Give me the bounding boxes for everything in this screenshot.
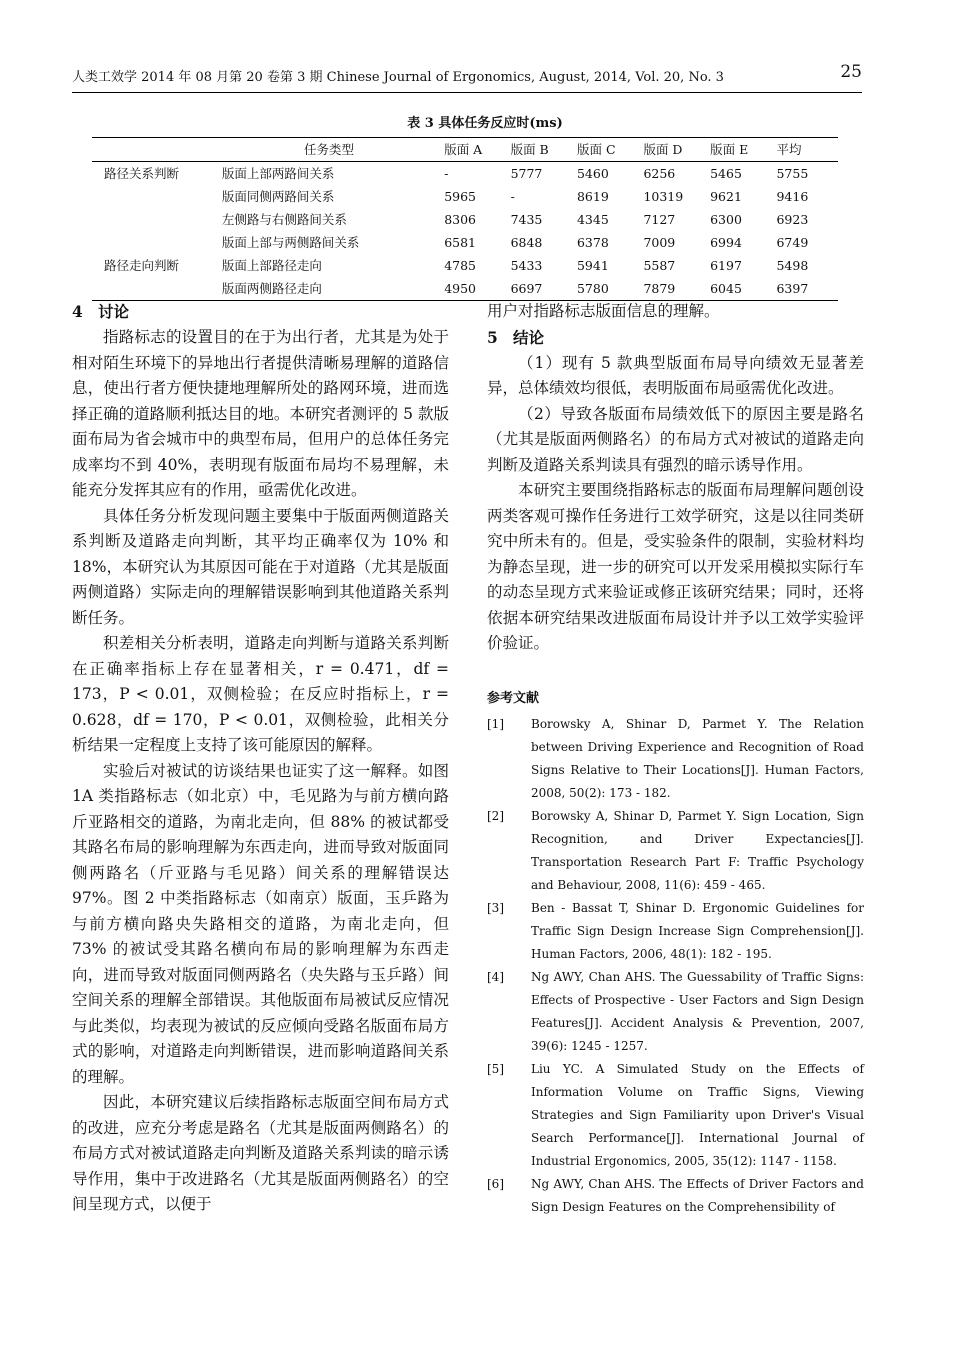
section-heading-discussion <box>72 299 449 325</box>
reaction-time-table <box>92 137 838 301</box>
value-cell: 5780 <box>573 277 639 301</box>
paragraph: 实验后对被试的访谈结果也证实了这一解释。如图 1A 类指路标志（如北京）中，毛见路为与前方横向路斤亚路相交的道路，为南北走向，但 88% 的被试都受其路名布局的影响理解为东西走向，进而导致对版面同侧两路名（斤亚路与毛见路）间关系的理解错误达 97%。图 2 中类指路标志（如南京）版面，玉乒路为与前方横向路央失路相交的道路，为南北走向，但 73% 的被试受其路名横向布局的影响理解为东西走向，进而导致对版面同侧两路名（央失路与玉乒路）间空间关系的理解全部错误。其他版面布局被试反应情况与此类似，均表现为被试的反应倾向受路名版面布局方式的影响，对道路走向判断错误，进而影响道路间关系的理解。 <box>72 761 449 1086</box>
table-header-cell: 任务类型 <box>218 138 440 162</box>
paragraph: 积差相关分析表明，道路走向判断与道路关系判断在正确率指标上存在显著相关，r = 0.471，df = 173，P < 0.01，双侧检验；在反应时指标上，r = 0.628，df = 170，P < 0.01，双侧检验，此相关分析结果一定程度上支持了该可能原因的解释。 <box>72 634 449 754</box>
reference-text: Borowsky A, Shinar D, Parmet Y. The Relation between Driving Experience and Recognition of Road Signs Relative to Their Locations[J]. Human Factors, 2008, 50(2): 173 - 182. <box>531 716 864 800</box>
table-header-cell <box>92 138 218 162</box>
value-cell: 5587 <box>643 258 676 273</box>
reference-item <box>487 1058 864 1173</box>
task-category-cell <box>92 185 218 208</box>
task-category-cell <box>92 277 218 301</box>
value-cell: 8619 <box>576 189 609 204</box>
header-rule <box>72 92 862 93</box>
value-cell: 6045 <box>706 277 772 301</box>
value-cell: 7879 <box>639 277 706 301</box>
value-cell: 5433 <box>510 258 543 273</box>
value-cell: 6697 <box>507 277 573 301</box>
value-cell: 7435 <box>510 212 543 227</box>
reference-text: Borowsky A, Shinar D, Parmet Y. Sign Location, Sign Recognition, and Driver Expectancies[J]. Transportation Research Part F: Traffic Psychology and Behaviour, 2008, 11(6): 459 - 465. <box>531 808 864 892</box>
reference-item <box>487 805 864 897</box>
paragraph-continuation: 用户对指路标志版面信息的理解。 <box>487 302 720 320</box>
section-number: 4 <box>72 302 83 321</box>
task-category-cell: 路径走向判断 <box>104 258 180 273</box>
table-caption: 表 3 具体任务反应时(ms) <box>407 116 563 131</box>
task-type-cell: 版面上部路径走向 <box>221 258 322 273</box>
value-cell: 6581 <box>444 235 477 250</box>
reference-text: Ng AWY, Chan AHS. The Effects of Driver Factors and Sign Design Features on the Comprehensibility of <box>531 1176 864 1214</box>
table-row <box>92 208 838 231</box>
task-type-cell: 左侧路与右侧路间关系 <box>221 212 347 227</box>
table-row <box>92 185 838 208</box>
reference-item <box>487 713 864 805</box>
page-number: 25 <box>840 62 862 82</box>
reference-text: Ben - Bassat T, Shinar D. Ergonomic Guidelines for Traffic Sign Design Increase Sign Comprehension[J]. Human Factors, 2006, 48(1): 182 - 195. <box>531 900 864 961</box>
reference-text: Ng AWY, Chan AHS. The Guessability of Traffic Signs: Effects of Prospective - User Factors and Sign Design Features[J]. Accident Analysis & Prevention, 2007, 39(6): 1245 - 1257. <box>531 969 864 1053</box>
value-cell: 6378 <box>576 235 609 250</box>
reference-number: [6] <box>487 1176 504 1191</box>
table-row <box>92 254 838 277</box>
table-row <box>92 231 838 254</box>
value-cell: 6848 <box>510 235 543 250</box>
reference-number: [2] <box>487 808 504 823</box>
task-type-cell: 版面上部两路间关系 <box>221 166 335 181</box>
paragraph: （1）现有 5 款典型版面布局导向绩效无显著差异，总体绩效均很低，表明版面布局亟需优化改进。 <box>487 353 864 397</box>
task-type-cell: 版面同侧两路间关系 <box>221 189 335 204</box>
value-cell: 5965 <box>444 189 477 204</box>
paragraph: 指路标志的设置目的在于为出行者，尤其是为处于相对陌生环境下的异地出行者提供清晰易理解的道路信息，使出行者方便快捷地理解所处的路网环境，进而选择正确的道路顺利抵达目的地。本研究者测评的 5 款版面布局为省会城市中的典型布局，但用户的总体任务完成率均不到 40%，表明现有版面布局均不易理解，未能充分发挥其应有的作用，亟需优化改进。 <box>72 328 449 499</box>
value-cell: 8306 <box>444 212 477 227</box>
value-cell: 5460 <box>576 166 609 181</box>
table-header-cell: 版面 C <box>573 138 639 162</box>
table-header-row <box>92 138 838 162</box>
left-column <box>72 299 449 1218</box>
value-cell: 6749 <box>776 235 809 250</box>
reference-item <box>487 897 864 966</box>
value-cell: 5465 <box>710 166 742 181</box>
value-cell: 7127 <box>643 212 676 227</box>
task-category-cell <box>92 208 218 231</box>
section-title: 结论 <box>513 327 545 347</box>
task-category-cell <box>92 231 218 254</box>
section-title: 讨论 <box>98 302 130 321</box>
table-header-cell: 平均 <box>772 138 838 162</box>
value-cell: 5755 <box>776 166 809 181</box>
value-cell: 9621 <box>710 189 742 204</box>
paragraph: 因此，本研究建议后续指路标志版面空间布局方式的改进，应充分考虑是路名（尤其是版面两侧路名）的布局方式对被试道路走向判断及道路关系判读的暗示诱导作用，集中于改进路名（尤其是版面两侧路名）的空间呈现方式，以便于 <box>72 1093 449 1213</box>
table-row <box>92 277 838 301</box>
value-cell: 4785 <box>444 258 477 273</box>
value-cell: 6397 <box>772 277 838 301</box>
reference-number: [1] <box>487 716 504 731</box>
reference-text: Liu YC. A Simulated Study on the Effects of Information Volume on Traffic Signs, Viewing Strategies and Sign Familiarity upon Driver's Visual Search Performance[J]. International Journal of Industrial Ergonomics, 2005, 35(12): 1147 - 1158. <box>531 1061 864 1168</box>
value-cell: 6256 <box>643 166 676 181</box>
value-cell: 6923 <box>776 212 809 227</box>
paragraph: 具体任务分析发现问题主要集中于版面两侧道路关系判断及道路走向判断，其平均正确率仅为 10% 和 18%，本研究认为其原因可能在于对道路（尤其是版面两侧道路）实际走向的理解错误影响到其他道路关系判断任务。 <box>72 506 449 627</box>
reference-number: [4] <box>487 969 504 984</box>
task-category-cell: 路径关系判断 <box>104 166 180 181</box>
journal-header-text: 人类工效学 2014 年 08 月第 20 卷第 3 期 Chinese Journal of Ergonomics, August, 2014, Vol. 20, No. 3 <box>72 70 724 85</box>
value-cell: 5777 <box>510 166 543 181</box>
section-number: 5 <box>487 327 498 347</box>
task-type-cell: 版面上部与两侧路间关系 <box>221 235 360 250</box>
table-header-cell: 版面 E <box>706 138 772 162</box>
table-header-cell: 版面 D <box>639 138 706 162</box>
table-header-cell: 版面 A <box>440 138 506 162</box>
value-cell: - <box>444 166 449 181</box>
reference-item <box>487 966 864 1058</box>
value-cell: 5941 <box>576 258 609 273</box>
reference-item <box>487 1173 864 1219</box>
value-cell: 6197 <box>710 258 742 273</box>
value-cell: 4345 <box>576 212 609 227</box>
value-cell: 4950 <box>440 277 506 301</box>
reference-list <box>487 713 864 1219</box>
value-cell: 6994 <box>710 235 742 250</box>
value-cell: 10319 <box>643 189 684 204</box>
value-cell: 6300 <box>710 212 742 227</box>
value-cell: 9416 <box>776 189 809 204</box>
paragraph: （2）导致各版面布局绩效低下的原因主要是路名（尤其是版面两侧路名）的布局方式对被试的道路走向判断及道路关系判读具有强烈的暗示诱导作用。 <box>487 404 864 474</box>
table-header-cell: 版面 B <box>507 138 573 162</box>
reference-number: [5] <box>487 1061 504 1076</box>
section-heading-conclusion <box>487 325 864 351</box>
task-type-cell: 版面两侧路径走向 <box>218 277 440 301</box>
running-header <box>72 62 862 86</box>
right-column <box>487 299 864 1219</box>
references-heading: 参考文献 <box>487 690 540 706</box>
paragraph: 本研究主要围绕指路标志的版面布局理解问题创设两类客观可操作任务进行工效学研究，这是以往同类研究中所未有的。但是，受实验条件的限制，实验材料均为静态呈现，进一步的研究可以开发采用模拟实际行车的动态呈现方式来验证或修正该研究结果；同时，还将依据本研究结果改进版面布局设计并予以工效学实验评价验证。 <box>487 481 864 652</box>
reference-number: [3] <box>487 900 504 915</box>
value-cell: 5498 <box>776 258 809 273</box>
value-cell: 7009 <box>643 235 676 250</box>
value-cell: - <box>510 189 515 204</box>
table-row <box>92 162 838 186</box>
